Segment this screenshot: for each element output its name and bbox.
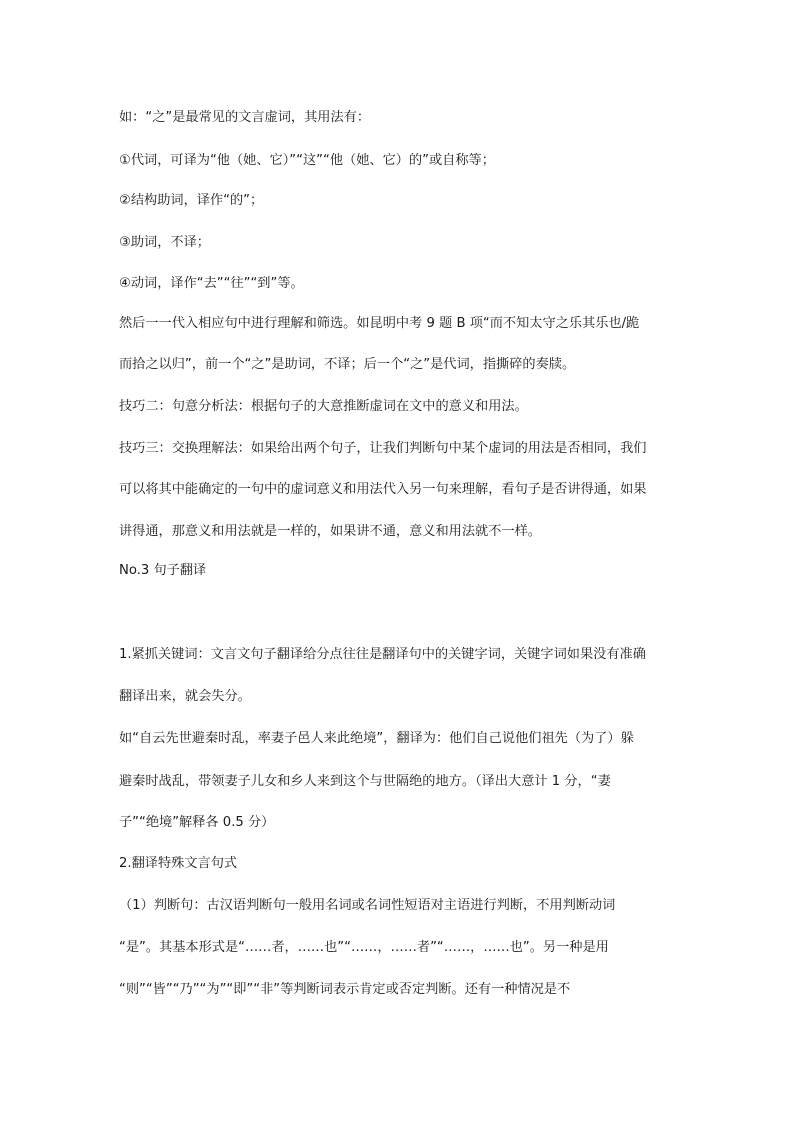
text-line: 讲得通，那意义和用法就是一样的，如果讲不通，意义和用法就不一样。 [119, 524, 541, 539]
text-line: ②结构助词，译作“的”； [119, 193, 264, 208]
text-line: 技巧三：交换理解法：如果给出两个句子，让我们判断句中某个虚词的用法是否相同，我们 [119, 441, 647, 456]
text-line: 避秦时战乱，带领妻子儿女和乡人来到这个与世隔绝的地方。（译出大意计 1 分，“妻 [119, 774, 611, 789]
text-line: 可以将其中能确定的一句中的虚词意义和用法代入另一句来理解，看句子是否讲得通，如果 [119, 482, 647, 497]
text-line: 如“自云先世避秦时乱，率妻子邑人来此绝境”，翻译为：他们自己说他们祖先（为了）躲 [119, 731, 634, 746]
text-line: 1.紧抓关键词：文言文句子翻译给分点往往是翻译句中的关键字词，关键字词如果没有准确 [119, 647, 646, 662]
section-heading: No.3 句子翻译 [119, 563, 207, 578]
text-line: ③助词，不译； [119, 235, 210, 250]
text-line: “是”。其基本形式是“……者，……也”“……，……者”“……，……也”。另一种是用 [119, 940, 609, 955]
text-line: 而拾之以归”，前一个“之”是助词，不译；后一个“之”是代词，指撕碎的奏牍。 [119, 357, 576, 372]
text-line: 然后一一代入相应句中进行理解和筛选。如昆明中考 9 题 B 项“而不知太守之乐其乐也/跪 [119, 316, 640, 331]
text-line: ④动词，译作“去”“往”“到”等。 [119, 276, 304, 291]
text-line: ①代词，可译为“他（她、它）”“这”“他（她、它）的”或自称等； [119, 153, 495, 168]
text-line: 技巧二：句意分析法：根据句子的大意推断虚词在文中的意义和用法。 [119, 399, 528, 414]
text-line: “则”“皆”“乃”“为”“即”“非”等判断词表示肯定或否定判断。还有一种情况是不 [119, 982, 571, 997]
text-line: 2.翻译特殊文言句式 [119, 856, 238, 871]
text-line: 翻译出来，就会失分。 [119, 689, 251, 704]
text-line: （1）判断句：古汉语判断句一般用名词或名词性短语对主语进行判断，不用判断动词 [119, 898, 616, 913]
text-line: 子”“绝境”解释各 0.5 分） [119, 815, 275, 830]
text-line: 如：“之”是最常见的文言虚词，其用法有： [119, 110, 371, 125]
